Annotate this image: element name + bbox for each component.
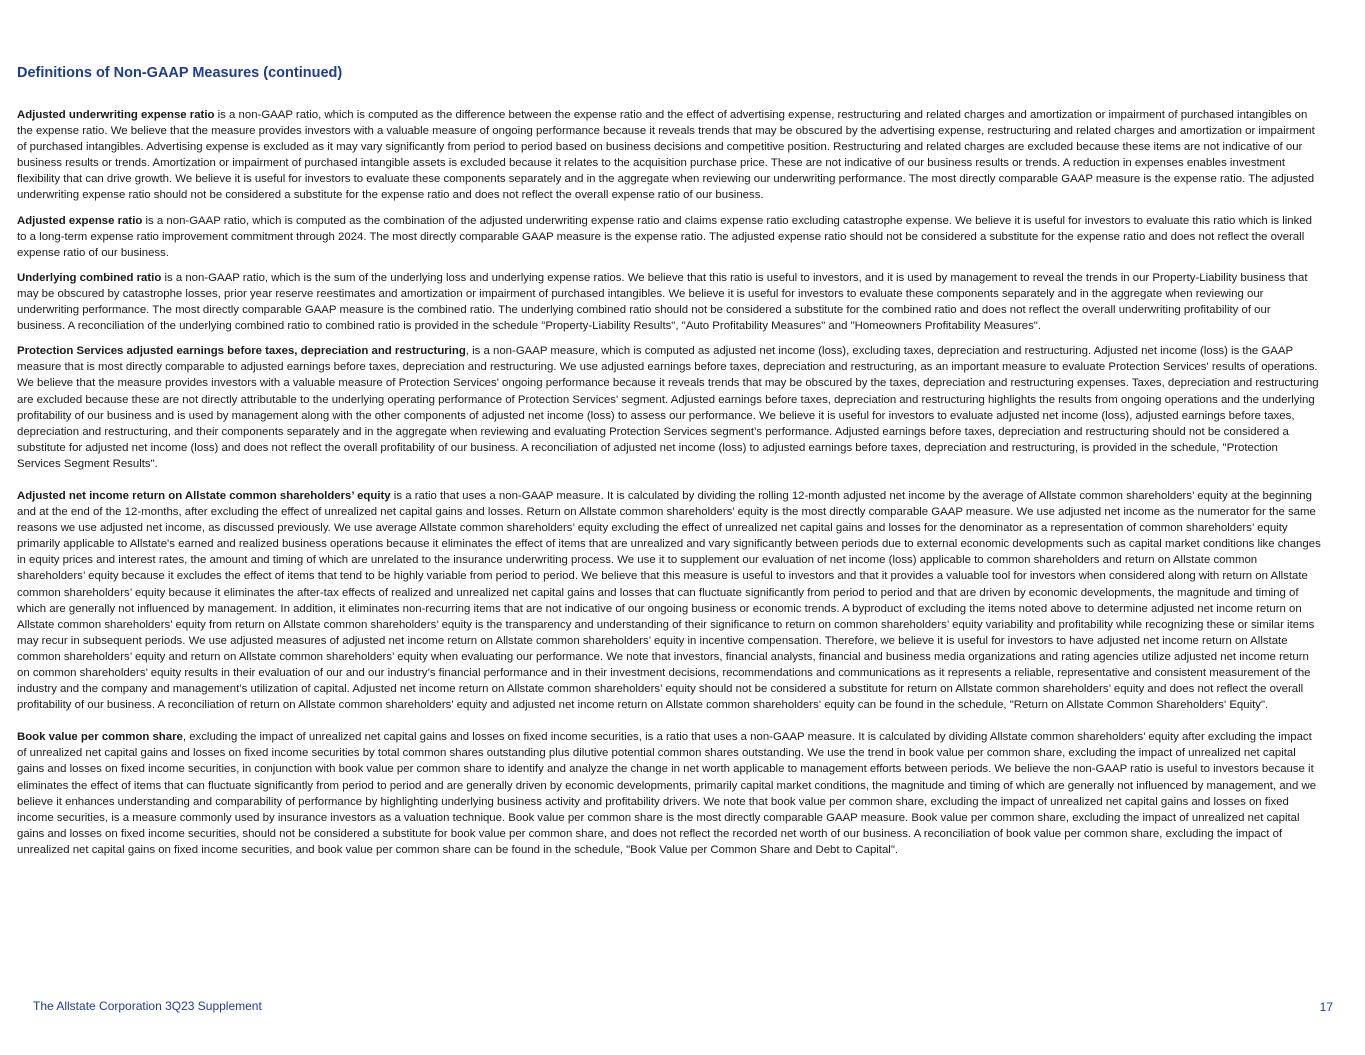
definition-term: Adjusted expense ratio [17, 214, 143, 227]
definition-term: Book value per common share [17, 731, 183, 744]
definitions-body [17, 107, 1321, 867]
definition-adjusted-expense-ratio [17, 213, 1321, 261]
footer-company-label: The Allstate Corporation 3Q23 Supplement [33, 999, 262, 1013]
definition-text: is a non-GAAP ratio, which is the sum of the underlying loss and underlying expense ratios. We believe that this ratio is useful to investors, and it is used by management to reveal the trends in our Property-Liability business that may be obscured by catastrophe losses, prior year reserve reestimates and amortization or impairment of purchased intangibles. We believe it is useful for investors to evaluate these components separately and in the aggregate when reviewing our underwriting performance. The most directly comparable GAAP measure is the combined ratio. The underlying combined ratio should not be considered a substitute for the combined ratio and does not reflect the overall underwriting profitability of our business. A reconciliation of the underlying combined ratio to combined ratio is provided in the schedule "Property-Liability Results", "Auto Profitability Measures" and "Homeowners Profitability Measures". [17, 271, 1308, 333]
definition-term: Underlying combined ratio [17, 271, 162, 284]
definition-text: , is a non-GAAP measure, which is computed as adjusted net income (loss), excluding taxes, depreciation and restructuring. Adjusted net income (loss) is the GAAP measure that is most directly comparable to adjusted earnings before taxes, depreciation and restructuring. We use adjusted earnings before taxes, depreciation and restructuring, as an important measure to evaluate Protection Services' results of operations. We believe that the measure provides investors with a valuable measure of Protection Services' ongoing performance because it reveals trends that may be obscured by the taxes, depreciation and restructuring expenses. Taxes, depreciation and restructuring are excluded because these are not directly attributable to the underlying operating performance of Protection Services' segment. Adjusted earnings before taxes, depreciation and restructuring highlights the results from ongoing operations and the underlying profitability of our business and is used by management along with the other components of adjusted net income (loss) to assess our performance. We believe it is useful for investors to evaluate adjusted net income (loss), adjusted earnings before taxes, depreciation and restructuring, and their components separately and in the aggregate when reviewing and evaluating Protection Services segment’s performance. Adjusted earnings before taxes, depreciation and restructuring should not be considered a substitute for adjusted net income (loss) and does not reflect the overall profitability of our business. A reconciliation of adjusted net income (loss) to adjusted earnings before taxes, depreciation and restructuring, is provided in the schedule, "Protection Services Segment Results". [17, 345, 1319, 470]
page-number: 17 [1319, 1000, 1333, 1014]
definition-text: is a non-GAAP ratio, which is computed as the combination of the adjusted underwriting expense ratio and claims expense ratio excluding catastrophe expense. We believe it is useful for investors to evaluate this ratio which is linked to a long-term expense ratio improvement commitment through 2024. The most directly comparable GAAP measure is the expense ratio. The adjusted expense ratio should not be considered a substitute for the expense ratio and does not reflect the overall expense ratio of our business. [17, 214, 1312, 259]
definition-term: Protection Services adjusted earnings before taxes, depreciation and restructuring [17, 345, 466, 358]
definition-text: is a ratio that uses a non-GAAP measure. It is calculated by dividing the rolling 12-month adjusted net income by the average of Allstate common shareholders’ equity at the beginning and at the end of the 12-months, after excluding the effect of unrealized net capital gains and losses. Return on Allstate common shareholders’ equity is the most directly comparable GAAP measure. We use adjusted net income as the numerator for the same reasons we use adjusted net income, as discussed previously. We use average Allstate common shareholders’ equity excluding the effect of unrealized net capital gains and losses for the denominator as a representation of common shareholders’ equity primarily applicable to Allstate's earned and realized business operations because it eliminates the effect of items that are unrealized and vary significantly between periods due to external economic developments such as capital market conditions like changes in equity prices and interest rates, the amount and timing of which are unrelated to the insurance underwriting process. We use it to supplement our evaluation of net income (loss) applicable to common shareholders and return on Allstate common shareholders’ equity because it excludes the effect of items that tend to be highly variable from period to period. We believe that this measure is useful to investors and that it provides a valuable tool for investors when considered along with return on Allstate common shareholders’ equity because it eliminates the after-tax effects of realized and unrealized net capital gains and losses that can fluctuate significantly from period to period and that are driven by economic developments, the magnitude and timing of which are generally not influenced by management. In addition, it eliminates non-recurring items that are not indicative of our ongoing business or economic trends. A byproduct of excluding the items noted above to determine adjusted net income return on Allstate common shareholders’ equity from return on Allstate common shareholders’ equity is the transparency and understanding of their significance to return on common shareholders’ equity variability and profitability while recognizing these or similar items may recur in subsequent periods. We use adjusted measures of adjusted net income return on Allstate common shareholders’ equity in incentive compensation. Therefore, we believe it is useful for investors to have adjusted net income return on Allstate common shareholders’ equity and return on Allstate common shareholders’ equity when evaluating our performance. We note that investors, financial analysts, financial and business media organizations and rating agencies utilize adjusted net income return on common shareholders’ equity results in their evaluation of our and our industry’s financial performance and in their investment decisions, recommendations and communications as it represents a reliable, representative and consistent measurement of the industry and the company and management’s utilization of capital. Adjusted net income return on Allstate common shareholders’ equity should not be considered a substitute for return on Allstate common shareholders’ equity and does not reflect the overall profitability of our business. A reconciliation of return on Allstate common shareholders' equity and adjusted net income return on Allstate common shareholders' equity can be found in the schedule, "Return on Allstate Common Shareholders' Equity". [17, 489, 1321, 712]
page-title: Definitions of Non-GAAP Measures (continued) [17, 65, 343, 81]
definition-text: is a non-GAAP ratio, which is computed as the difference between the expense ratio and the effect of advertising expense, restructuring and related charges and amortization or impairment of purchased intangibles on the expense ratio. We believe that the measure provides investors with a valuable measure of ongoing performance because it reveals trends that may be obscured by the advertising expense, restructuring and related charges and amortization or impairment of purchased intangibles. Advertising expense is excluded as it may vary significantly from period to period based on business decisions and competitive position. Restructuring and related charges are excluded because these items are not indicative of our business results or trends. Amortization or impairment of purchased intangible assets is excluded because it relates to the acquisition purchase price. These are not indicative of our business results or trends. A reduction in expenses enables investment flexibility that can drive growth. We believe it is useful for investors to evaluate these components separately and in the aggregate when reviewing our underwriting performance. The most directly comparable GAAP measure is the expense ratio. The adjusted underwriting expense ratio should not be considered a substitute for the expense ratio and does not reflect the overall expense ratio of our business. [17, 109, 1315, 202]
definition-adjusted-net-income-return [17, 488, 1321, 713]
definition-book-value-per-common-share [17, 729, 1321, 858]
definition-underlying-combined-ratio [17, 270, 1321, 334]
definition-protection-services-adjusted-earnings [17, 343, 1321, 472]
definition-text: , excluding the impact of unrealized net capital gains and losses on fixed income securities, is a ratio that uses a non-GAAP measure. It is calculated by dividing Allstate common shareholders’ equity after excluding the impact of unrealized net capital gains and losses on fixed income securities by total common shares outstanding plus dilutive potential common shares outstanding. We use the trend in book value per common share, excluding the impact of unrealized net capital gains and losses on fixed income securities, in conjunction with book value per common share to identify and analyze the change in net worth applicable to management efforts between periods. We believe the non-GAAP ratio is useful to investors because it eliminates the effect of items that can fluctuate significantly from period to period and are generally driven by economic developments, primarily capital market conditions, the magnitude and timing of which are generally not influenced by management, and we believe it enhances understanding and comparability of performance by highlighting underlying business activity and profitability drivers. We note that book value per common share, excluding the impact of unrealized net capital gains and losses on fixed income securities, is a measure commonly used by insurance investors as a valuation technique. Book value per common share is the most directly comparable GAAP measure. Book value per common share, excluding the impact of unrealized net capital gains and losses on fixed income securities, should not be considered a substitute for book value per common share, and does not reflect the recorded net worth of our business. A reconciliation of book value per common share, excluding the impact of unrealized net capital gains on fixed income securities, and book value per common share can be found in the schedule, "Book Value per Common Share and Debt to Capital". [17, 731, 1317, 856]
definition-adjusted-underwriting-expense-ratio [17, 107, 1321, 204]
definition-term: Adjusted net income return on Allstate common shareholders’ equity [17, 489, 391, 502]
definition-term: Adjusted underwriting expense ratio [17, 109, 215, 121]
